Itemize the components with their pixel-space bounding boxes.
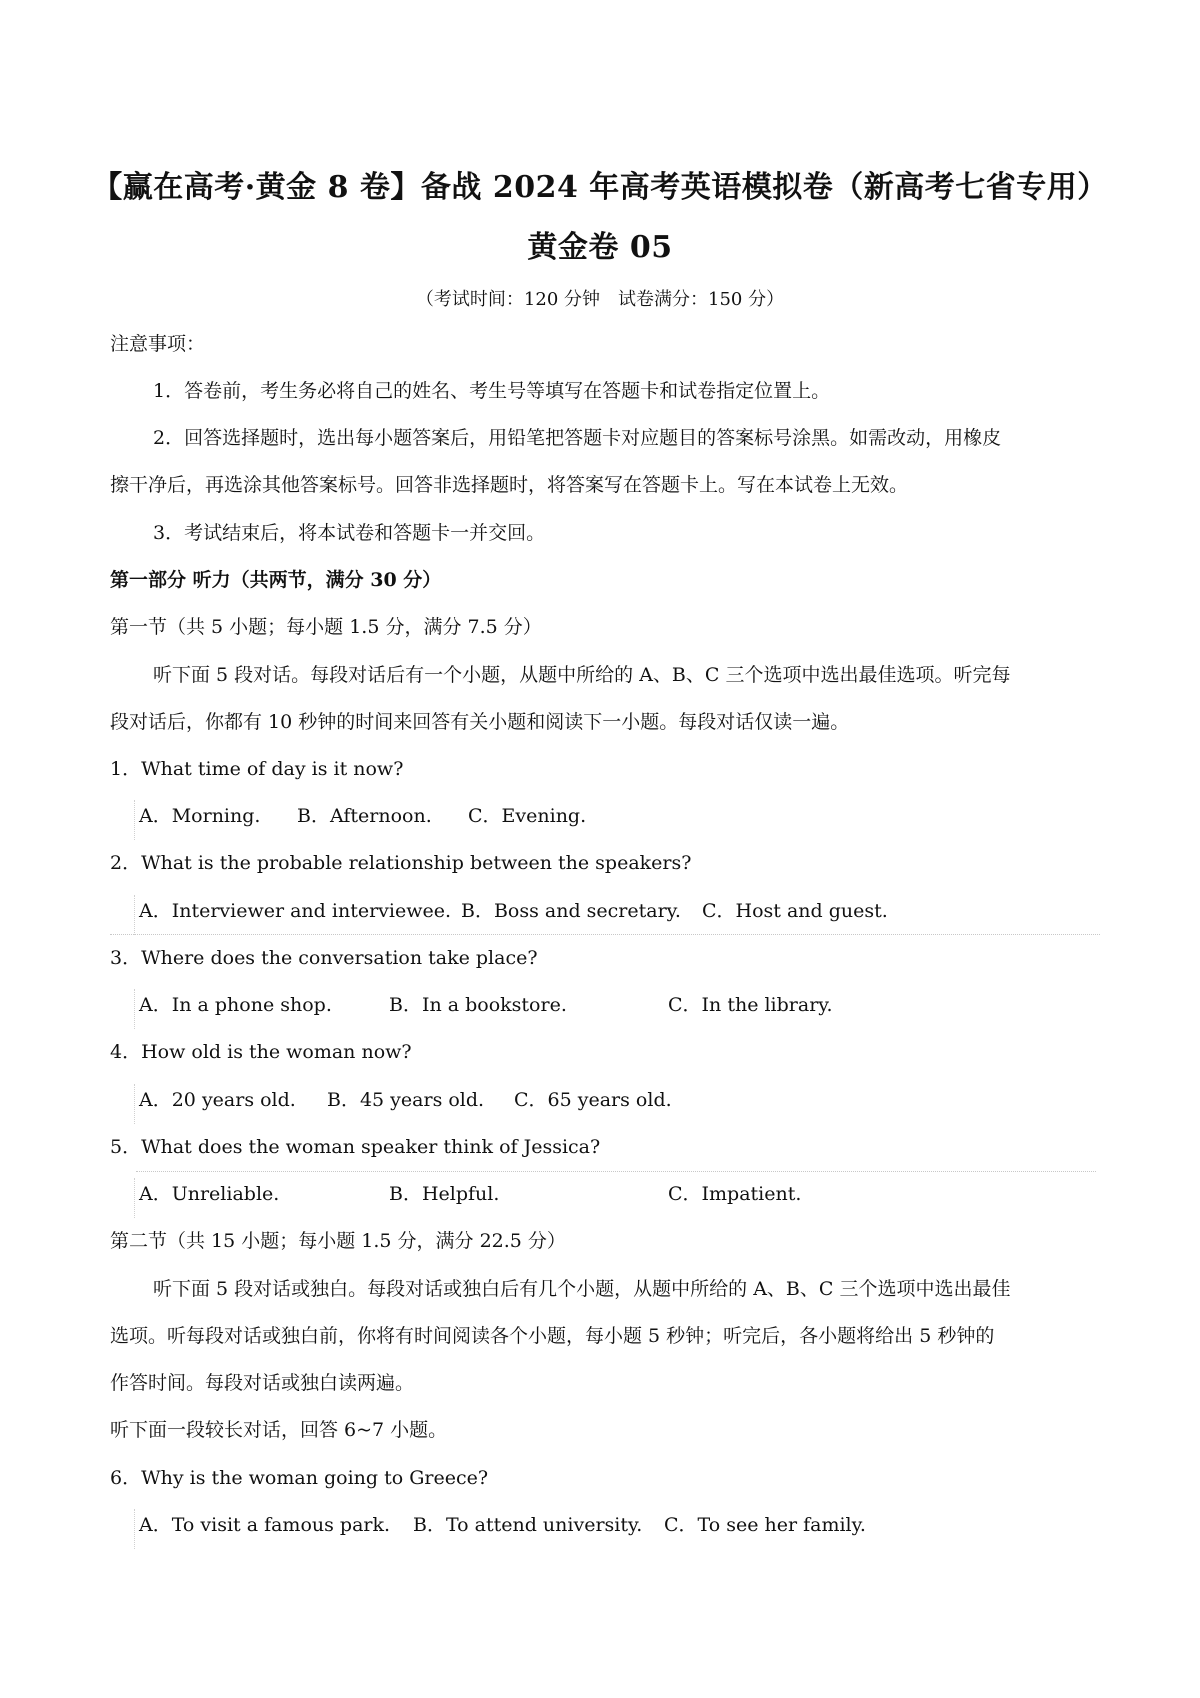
question-4-option-a: A．20 years old. bbox=[139, 1089, 296, 1111]
section1-heading: 第一节（共 5 小题；每小题 1.5 分，满分 7.5 分） bbox=[110, 616, 542, 638]
question-1-stem: 1．What time of day is it now? bbox=[110, 758, 404, 780]
question-2-option-a: A．Interviewer and interviewee. bbox=[139, 900, 451, 922]
question-2-option-c: C．Host and guest. bbox=[702, 900, 888, 922]
section2-heading: 第二节（共 15 小题；每小题 1.5 分，满分 22.5 分） bbox=[110, 1230, 566, 1252]
part1-heading: 第一部分 听力（共两节，满分 30 分） bbox=[110, 569, 442, 591]
dotted-guide bbox=[134, 895, 135, 935]
question-1-option-b: B．Afternoon. bbox=[297, 805, 432, 827]
dotted-guide bbox=[134, 989, 135, 1029]
long-dialogue-note: 听下面一段较长对话，回答 6~7 小题。 bbox=[110, 1419, 448, 1441]
section2-instructions-line3: 作答时间。每段对话或独白读两遍。 bbox=[110, 1372, 415, 1394]
question-4-option-b: B．45 years old. bbox=[327, 1089, 485, 1111]
question-5-option-b: B．Helpful. bbox=[389, 1183, 500, 1205]
question-2-option-b: B．Boss and secretary. bbox=[461, 900, 681, 922]
dotted-guide bbox=[134, 1178, 135, 1218]
question-1-option-c: C．Evening. bbox=[468, 805, 587, 827]
question-1-option-a: A．Morning. bbox=[139, 805, 261, 827]
dotted-guide bbox=[134, 1509, 135, 1549]
note-item-1: 1．答卷前，考生务必将自己的姓名、考生号等填写在答题卡和试卷指定位置上。 bbox=[153, 380, 831, 402]
note-item-2-cont: 擦干净后，再选涂其他答案标号。回答非选择题时，将答案写在答题卡上。写在本试卷上无效。 bbox=[110, 474, 909, 496]
section2-instructions-line2: 选项。听每段对话或独白前，你将有时间阅读各个小题，每小题 5 秒钟；听完后，各小题将给出 5 秒钟的 bbox=[110, 1325, 995, 1347]
paper-subtitle: 黄金卷 05 bbox=[527, 230, 673, 265]
question-5-option-a: A．Unreliable. bbox=[139, 1183, 280, 1205]
question-3-stem: 3．Where does the conversation take place? bbox=[110, 947, 538, 969]
question-3-option-c: C．In the library. bbox=[668, 994, 833, 1016]
question-2-stem: 2．What is the probable relationship between the speakers? bbox=[110, 852, 692, 874]
question-4-stem: 4．How old is the woman now? bbox=[110, 1041, 412, 1063]
notes-heading: 注意事项： bbox=[110, 333, 206, 355]
note-item-2: 2．回答选择题时，选出每小题答案后，用铅笔把答题卡对应题目的答案标号涂黑。如需改动，用橡皮 bbox=[153, 427, 1002, 449]
question-6-option-a: A．To visit a famous park. bbox=[139, 1514, 391, 1536]
exam-title: 【赢在高考·黄金 8 卷】备战 2024 年高考英语模拟卷（新高考七省专用） bbox=[92, 170, 1108, 205]
question-5-option-c: C．Impatient. bbox=[668, 1183, 802, 1205]
question-3-option-a: A．In a phone shop. bbox=[139, 994, 332, 1016]
section1-instructions-line1: 听下面 5 段对话。每段对话后有一个小题，从题中所给的 A、B、C 三个选项中选出最佳选项。听完每 bbox=[153, 664, 1011, 686]
section1-instructions-line2: 段对话后，你都有 10 秒钟的时间来回答有关小题和阅读下一小题。每段对话仅读一遍。 bbox=[110, 711, 850, 733]
question-6-option-c: C．To see her family. bbox=[664, 1514, 866, 1536]
dotted-guide bbox=[134, 800, 135, 840]
dotted-divider bbox=[110, 934, 1100, 935]
question-6-option-b: B．To attend university. bbox=[413, 1514, 643, 1536]
question-6-stem: 6．Why is the woman going to Greece? bbox=[110, 1467, 489, 1489]
question-5-stem: 5．What does the woman speaker think of Jessica? bbox=[110, 1136, 601, 1158]
section2-instructions-line1: 听下面 5 段对话或独白。每段对话或独白后有几个小题，从题中所给的 A、B、C 三个选项中选出最佳 bbox=[153, 1278, 1011, 1300]
dotted-divider bbox=[136, 1171, 1096, 1172]
question-3-option-b: B．In a bookstore. bbox=[389, 994, 567, 1016]
question-4-option-c: C．65 years old. bbox=[514, 1089, 672, 1111]
dotted-guide bbox=[134, 1084, 135, 1124]
exam-info: （考试时间：120 分钟 试卷满分：150 分） bbox=[415, 289, 785, 310]
note-item-3: 3．考试结束后，将本试卷和答题卡一并交回。 bbox=[153, 522, 546, 544]
